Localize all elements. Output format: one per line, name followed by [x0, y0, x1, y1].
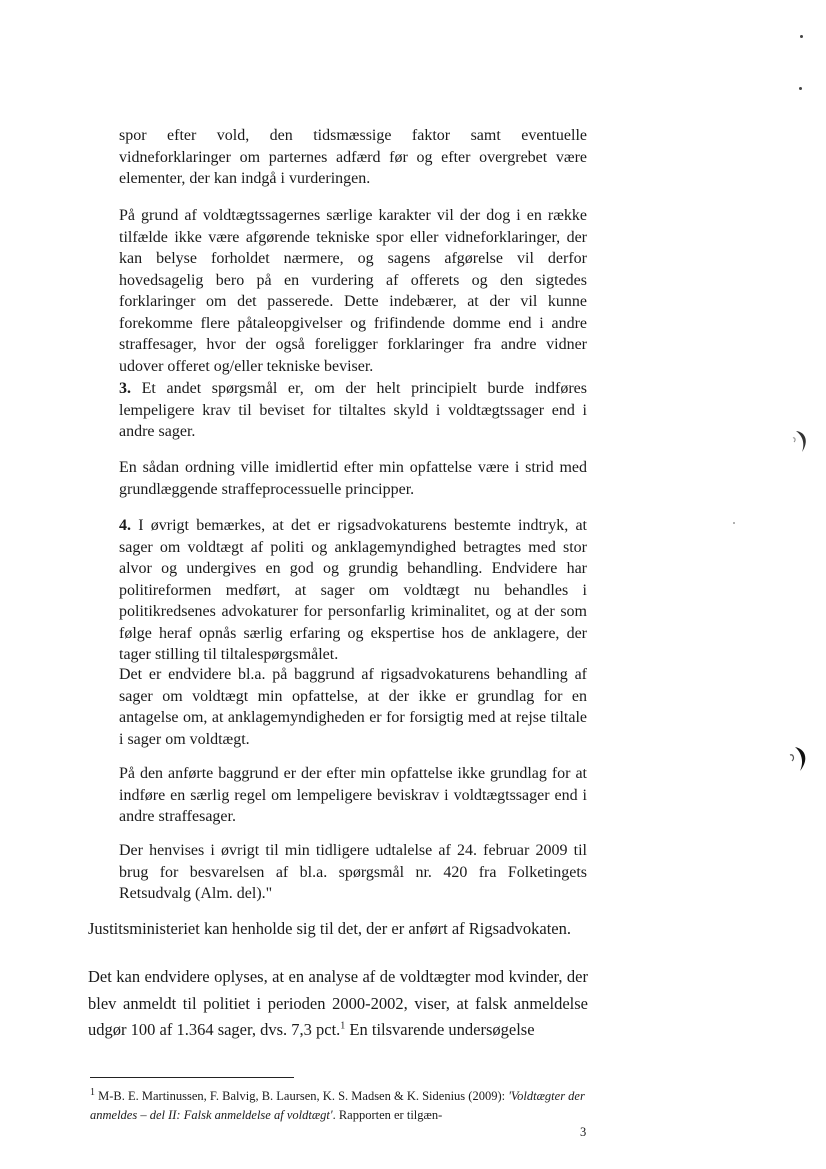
footnote-divider	[90, 1077, 294, 1078]
quote-text: spor efter vold, den tidsmæssige faktor samt eventuelle vidneforklaringer om parternes adfærd før og efter overgrebet være elementer, der kan indgå i vurderingen.	[119, 127, 587, 187]
punch-hole-mark	[790, 428, 812, 456]
footnote-text: M-B. E. Martinussen, F. Balvig, B. Laursen, K. S. Madsen & K. Sidenius (2009):	[95, 1089, 509, 1103]
footnote-reference: 1	[340, 1020, 346, 1032]
footnote-title: 'Voldtægter der anmeldes – del II: Falsk anmeldelse af voldtægt'	[90, 1089, 585, 1122]
quote-text: Et andet spørgsmål er, om der helt principielt burde indføres lempeligere krav til beviset for tiltaltes skyld i voldtægtssager end i andre sager.	[119, 380, 588, 440]
quote-paragraph-6	[119, 664, 587, 750]
quote-paragraph-8	[119, 840, 587, 905]
quote-paragraph-2	[119, 205, 587, 377]
quote-text: En sådan ordning ville imidlertid efter min opfattelse være i strid med grundlæggende straffeprocessuelle principper.	[119, 459, 587, 498]
body-text: Justitsministeriet kan henholde sig til det, der er anført af Rigsadvokaten.	[88, 919, 571, 938]
quote-paragraph-1	[119, 125, 587, 190]
scan-speck	[800, 35, 803, 38]
footnote	[90, 1087, 590, 1125]
punch-hole-mark	[788, 745, 810, 773]
scan-speck	[733, 522, 735, 524]
scan-speck	[799, 87, 802, 90]
page-number: 3	[580, 1125, 587, 1139]
quote-paragraph-5	[119, 515, 587, 666]
quote-paragraph-7	[119, 763, 587, 828]
quote-paragraph-3	[119, 378, 587, 443]
quote-text: Det er endvidere bl.a. på baggrund af rigsadvokaturens behandling af sager om voldtægt min opfattelse, at der ikke er grundlag for en antagelse om, at anklagemyndigheden er for forsigtig med at rejse tiltale i sager om voldtægt.	[119, 666, 587, 748]
section-number: 3.	[119, 380, 131, 397]
quote-text: I øvrigt bemærkes, at det er rigsadvokaturens bestemte indtryk, at sager om voldtægt af politi og anklagemyndighed betragtes med stor alvor og undergives en god og grundig behandling. Endvidere har politireformen medført, at sager om voldtægt nu behandles i politikredsenes advokaturer for personfarlig kriminalitet, og at der som følge heraf opnås særlig erfaring og ekspertise hos de anklagere, der tager stilling til tiltalespørgsmålet.	[119, 517, 587, 663]
body-text: En tilsvarende undersøgelse	[345, 1020, 535, 1039]
section-number: 4.	[119, 517, 131, 534]
body-paragraph-2	[88, 964, 588, 1044]
quote-paragraph-4	[119, 457, 587, 500]
footnote-marker: 1	[90, 1086, 95, 1098]
quote-text: På den anførte baggrund er der efter min opfattelse ikke grundlag for at indføre en særlig regel om lempeligere beviskrav i voldtægtssager end i andre straffesager.	[119, 765, 587, 825]
quote-text: Der henvises i øvrigt til min tidligere udtalelse af 24. februar 2009 til brug for besvarelsen af bl.a. spørgsmål nr. 420 fra Folketingets Retsudvalg (Alm. del)."	[119, 842, 587, 902]
footnote-text: . Rapporten er tilgæn-	[332, 1108, 443, 1122]
quote-text: På grund af voldtægtssagernes særlige karakter vil der dog i en række tilfælde ikke være afgørende tekniske spor eller vidneforklaringer, der kan belyse forholdet nærmere, og sagens afgørelse vil derfor hovedsagelig bero på en vurdering af offerets og den sigtedes forklaringer om det passerede. Dette indebærer, at der vil kunne forekomme flere påtaleopgivelser og frifindende domme end i andre straffesager, hvor der også foreligger forklaringer fra andre vidner udover offeret og/eller tekniske beviser.	[119, 207, 587, 375]
body-text: Det kan endvidere oplyses, at en analyse af de voldtægter mod kvinder, der blev anmeldt til politiet i perioden 2000-2002, viser, at falsk anmeldelse udgør 100 af 1.364 sager, dvs. 7,3 pct.	[88, 967, 588, 1039]
body-paragraph-1	[88, 916, 588, 943]
